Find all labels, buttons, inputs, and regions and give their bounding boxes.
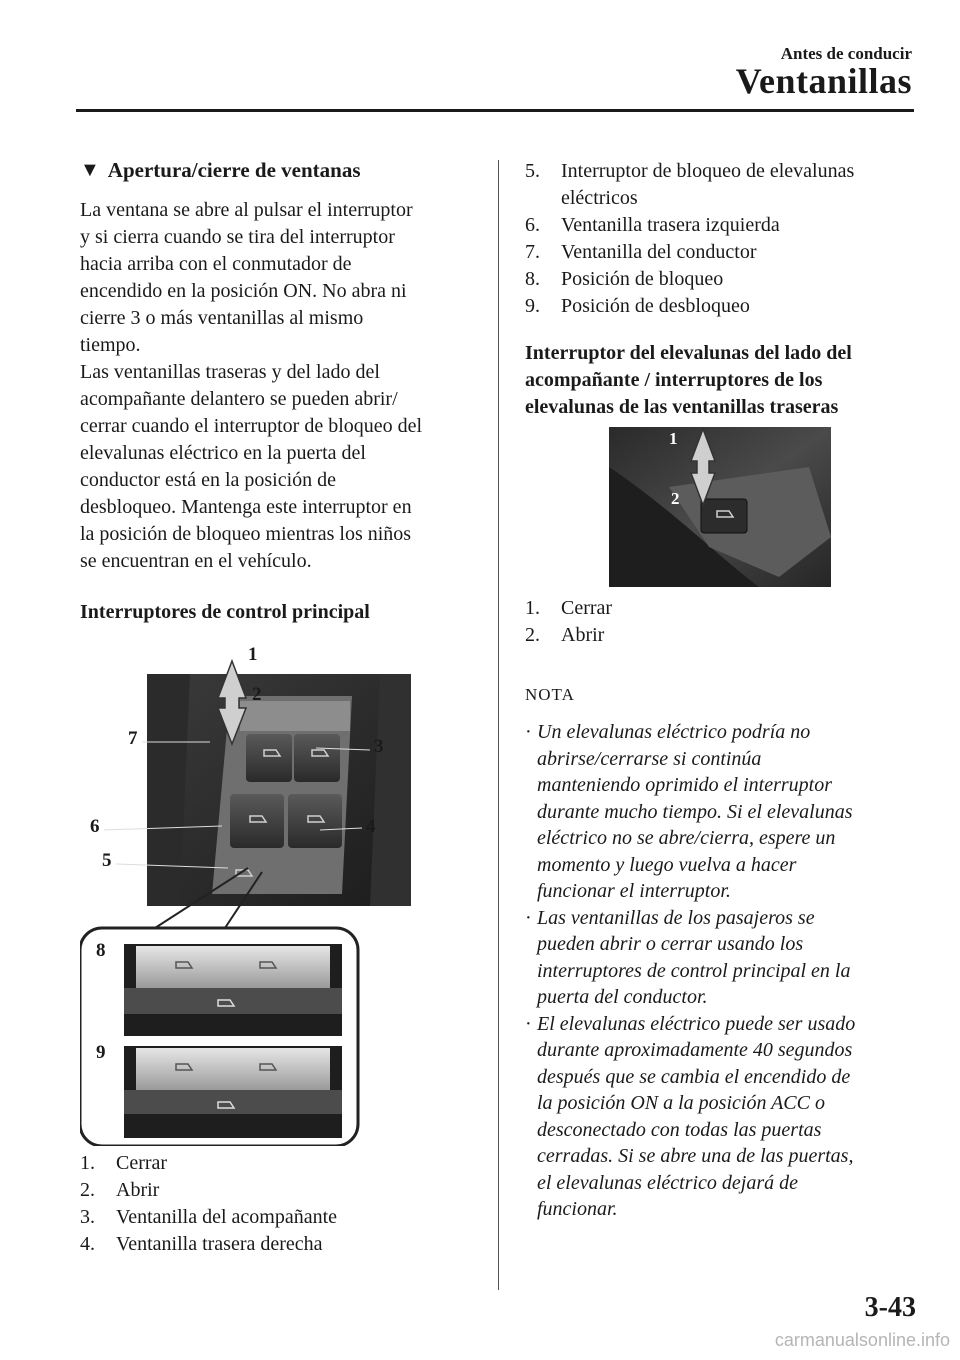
main-switches-heading: Interruptores de control principal: [80, 601, 370, 623]
header-section: Antes de conducir: [780, 44, 912, 63]
watermark: carmanualsonline.info: [774, 1330, 950, 1350]
list-item: 1. Cerrar: [525, 597, 613, 619]
left-column: [80, 158, 480, 1258]
section-heading: [80, 158, 480, 183]
callout-3: 3: [374, 736, 384, 757]
list-item: 9. Posición de desbloqueo: [525, 295, 750, 317]
page-title: Ventanillas: [735, 61, 912, 101]
callout-2: 2: [252, 684, 262, 705]
list-item: 8. Posición de bloqueo: [525, 268, 724, 290]
intro-paragraph: La ventana se abre al pulsar el interruptor y si cierra cuando se tira del interruptor hacia arriba con el conmutador de encendido en la posición ON. No abra ni cierre 3 o más ventanillas al mismo tiempo.: [80, 199, 413, 356]
note-title: NOTA: [525, 685, 575, 704]
callout-4: 4: [366, 816, 376, 837]
list-item: 2. Abrir: [525, 624, 605, 646]
callout-7: 7: [128, 728, 138, 749]
note-item: · Un elevalunas eléctrico podría no abrirse/cerrarse si continúa manteniendo oprimido el interruptor durante mucho tiempo. Si el elevalunas eléctrico no se abre/cierra, espere un momento y luego vuelva a hacer funcionar el interruptor.: [525, 721, 853, 902]
list-item: 7. Ventanilla del conductor: [525, 241, 757, 263]
note-item: · El elevalunas eléctrico puede ser usado durante aproximadamente 40 segundos después que se cambia el encendido de la posición ON a la posición ACC o desconectado con todas las puertas cerradas. Si se abre una de las puertas, el elevalunas eléctrico dejará de funcionar.: [525, 1012, 856, 1220]
callout-1: 1: [248, 644, 258, 665]
main-switch-legend: [80, 1150, 480, 1258]
callout-2: 2: [671, 489, 680, 508]
callout-6: 6: [90, 816, 100, 837]
passenger-switches-heading: Interruptor del elevalunas del lado del acompañante / interruptores de los elevalunas de las ventanillas traseras: [525, 342, 852, 418]
header-rule: [76, 109, 914, 112]
list-item: 3. Ventanilla del acompañante: [80, 1206, 338, 1228]
list-item: 5. Interruptor de bloqueo de elevalunas eléctricos: [525, 160, 855, 209]
note-list: [525, 719, 925, 1223]
main-switch-legend-continued: [525, 158, 925, 320]
passenger-switch-legend: [525, 595, 925, 649]
passenger-switch-illustration: [609, 427, 831, 587]
lock-paragraph: Las ventanillas traseras y del lado del acompañante delantero se pueden abrir/ cerrar cuando el interruptor de bloqueo del elevalunas eléctrico en la puerta del conductor está en la posición de desbloqueo. Mantenga este interruptor en la posición de bloqueo mientras los niños se encuentran en el vehículo.: [80, 361, 423, 572]
callout-9: 9: [96, 1042, 106, 1063]
note-block: [525, 685, 925, 1223]
list-item: 2. Abrir: [80, 1179, 160, 1201]
callout-8: 8: [96, 940, 106, 961]
list-item: 4. Ventanilla trasera derecha: [80, 1233, 323, 1255]
list-item: 6. Ventanilla trasera izquierda: [525, 214, 780, 236]
right-column: [525, 158, 925, 1223]
triangle-down-icon: ▼: [80, 159, 100, 181]
column-divider: [498, 160, 499, 1290]
main-switch-illustration: [80, 636, 420, 1146]
callout-5: 5: [102, 850, 112, 871]
section-heading-text: Apertura/cierre de ventanas: [107, 158, 361, 182]
list-item: 1. Cerrar: [80, 1152, 168, 1174]
note-item: · Las ventanillas de los pasajeros se pueden abrir o cerrar usando los interruptores de control principal en la puerta del conductor.: [525, 906, 851, 1008]
page-number: 3-43: [864, 1292, 916, 1323]
callout-1: 1: [669, 429, 678, 448]
